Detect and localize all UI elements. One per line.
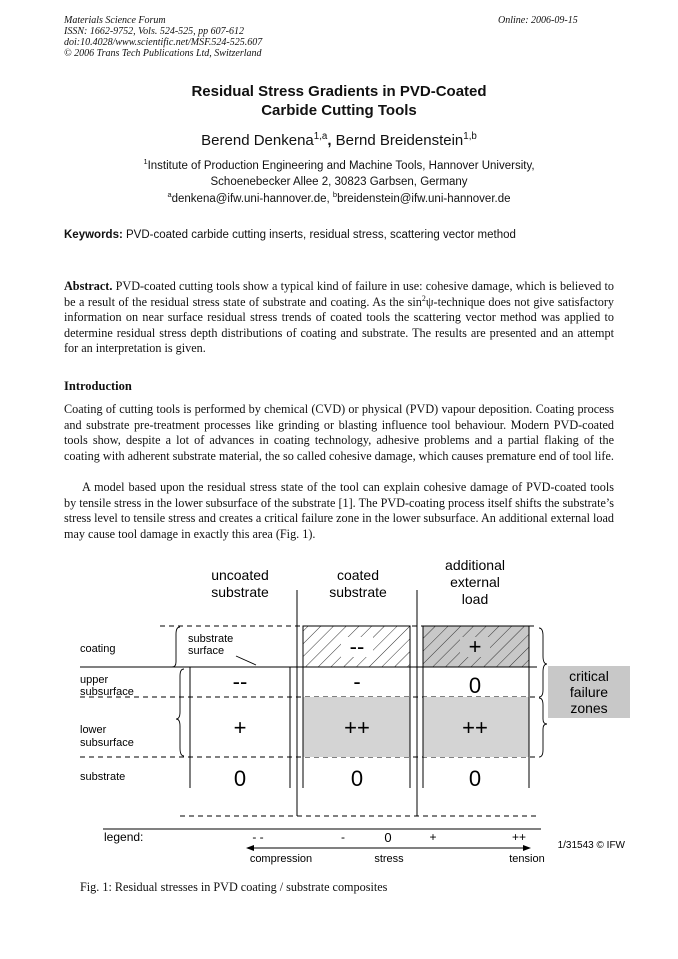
- author-2: Bernd Breidenstein: [335, 132, 464, 149]
- col-header-load-3: load: [461, 591, 489, 607]
- row-label-upper-2: subsurface: [80, 686, 134, 698]
- right-bracket-top: [539, 628, 547, 697]
- col-header-load-2: external: [450, 574, 500, 590]
- critical-label-2: failure: [569, 684, 609, 700]
- legend-arrow-right-icon: [523, 845, 531, 851]
- residual-stress-figure: [0, 552, 678, 882]
- online-date: Online: 2006-09-15: [498, 15, 578, 26]
- cell-uncoated-upper: --: [232, 669, 248, 694]
- legend-mark-zero: 0: [384, 830, 392, 845]
- col-header-load-1: additional: [445, 557, 505, 573]
- abstract-text-a: PVD-coated cutting tools show a typical kind of failure in use: cohesive damage, which is believed to be a result of the residual stress state of substrate and coating. As the sin: [64, 279, 614, 309]
- substrate-surface-label-2: surface: [188, 645, 225, 657]
- legend-mark-double-plus: ++: [511, 830, 527, 844]
- legend-compression: compression: [249, 853, 313, 865]
- legend-mark-double-minus: - -: [252, 830, 264, 844]
- copyright-line: © 2006 Trans Tech Publications Ltd, Switzerland: [64, 48, 262, 59]
- col-header-coated-2: substrate: [329, 584, 387, 600]
- legend-mark-minus: -: [341, 830, 345, 844]
- introduction-paragraph-1: Coating of cutting tools is performed by chemical (CVD) or physical (PVD) vapour deposition. Coating process and substrate pre-treatment processes like grinding or blasting influence tool behaviour. Modern PVD-coated tools show, despite a lot of advances in coating technology, adhesive problems and a partial flaking of the coating with adherent substrate material, the so called cohesive damage, which causes premature end of tool life.: [64, 402, 614, 463]
- critical-label-1: critical: [569, 668, 609, 684]
- author-2-sup: 1,b: [463, 131, 477, 142]
- keywords-label: Keywords:: [64, 229, 123, 241]
- keywords-text: PVD-coated carbide cutting inserts, residual stress, scattering vector method: [122, 229, 516, 241]
- title-line-1: Residual Stress Gradients in PVD-Coated: [191, 83, 487, 100]
- cell-load-upper: 0: [468, 673, 482, 698]
- row-label-coating: coating: [80, 643, 116, 655]
- cell-uncoated-substrate: 0: [233, 766, 247, 791]
- affiliation: [0, 158, 678, 190]
- title-line-2: Carbide Cutting Tools: [261, 102, 417, 119]
- substrate-surface-pointer: [236, 656, 256, 665]
- legend-stress: stress: [374, 853, 404, 865]
- affiliation-sup: 1: [143, 157, 148, 167]
- row-label-lower-2: subsurface: [80, 737, 134, 749]
- legend-tension: tension: [509, 853, 545, 865]
- email-a-sup: a: [167, 190, 172, 200]
- abstract-sup: 2: [421, 293, 426, 303]
- author-emails: [0, 190, 678, 205]
- abstract-label: Abstract.: [64, 279, 113, 293]
- figure-caption: Fig. 1: Residual stresses in PVD coating / substrate composites: [80, 880, 388, 894]
- cell-uncoated-lower: +: [233, 715, 247, 740]
- cell-coated-lower: ++: [344, 715, 370, 740]
- introduction-paragraph-2: A model based upon the residual stress state of the tool can explain cohesive damage of PVD-coated tools by tensile stress in the lower subsurface of the substrate [1]. The PVD-coating process itself shifts the substrate’s stress level to tensile stress and creates a critical failure zone in the lower subsurface. An additional external load may cause tool damage in exactly this area (Fig. 1).: [64, 480, 614, 541]
- author-1-sup: 1,a: [313, 131, 328, 142]
- legend-mark-plus: +: [429, 830, 437, 844]
- critical-label-3: zones: [570, 700, 608, 716]
- row-label-upper-1: upper: [80, 674, 109, 686]
- author-1: Berend Denkena: [201, 132, 314, 149]
- legend-label: legend:: [104, 830, 144, 844]
- cell-coated-substrate: 0: [350, 766, 364, 791]
- abstract: [64, 279, 614, 357]
- author-separator: ,: [327, 132, 336, 149]
- cell-coated-upper: -: [353, 669, 361, 694]
- cell-load-coating: +: [468, 634, 482, 659]
- col-header-uncoated-1: uncoated: [211, 567, 269, 583]
- email-b[interactable]: breidenstein@ifw.uni-hannover.de: [337, 193, 511, 205]
- issn-line: ISSN: 1662-9752, Vols. 524-525, pp 607-612: [64, 26, 244, 37]
- cell-coated-coating: --: [349, 634, 365, 659]
- legend-arrow-left-icon: [246, 845, 254, 851]
- left-bracket-middle: [176, 669, 184, 756]
- email-b-sup: b: [332, 190, 338, 200]
- journal-header: [64, 15, 262, 59]
- introduction-heading: Introduction: [64, 379, 132, 393]
- abstract-text-b: ψ-technique does not give satisfactory information on near surface residual stress trends of coated tools the scattering vector method was applied to determine residual stress depth distributions of coating and substrate. The results are presented and an attempt for an interpretation is given.: [64, 294, 614, 355]
- affiliation-line-2: Schoenebecker Allee 2, 30823 Garbsen, Germany: [210, 176, 468, 188]
- left-bracket-top: [172, 627, 180, 667]
- affiliation-line-1: Institute of Production Engineering and Machine Tools, Hannover University,: [147, 160, 535, 172]
- doi-line: doi:10.4028/www.scientific.net/MSF.524-525.607: [64, 37, 263, 48]
- col-header-coated-1: coated: [336, 567, 380, 583]
- email-a[interactable]: denkena@ifw.uni-hannover.de: [171, 193, 327, 205]
- substrate-surface-label-1: substrate: [188, 633, 234, 645]
- row-label-lower-1: lower: [80, 724, 107, 736]
- cell-load-substrate: 0: [468, 766, 482, 791]
- row-label-substrate: substrate: [80, 771, 126, 783]
- figure-code: 1/31543 © IFW: [557, 840, 625, 851]
- cell-load-lower: ++: [462, 715, 488, 740]
- keywords: [64, 229, 516, 241]
- author-list: [0, 132, 678, 149]
- col-header-uncoated-2: substrate: [211, 584, 269, 600]
- right-bracket-bottom: [539, 698, 547, 757]
- journal-name: Materials Science Forum: [64, 15, 166, 26]
- email-separator: ,: [326, 193, 333, 205]
- paper-title: [0, 82, 678, 120]
